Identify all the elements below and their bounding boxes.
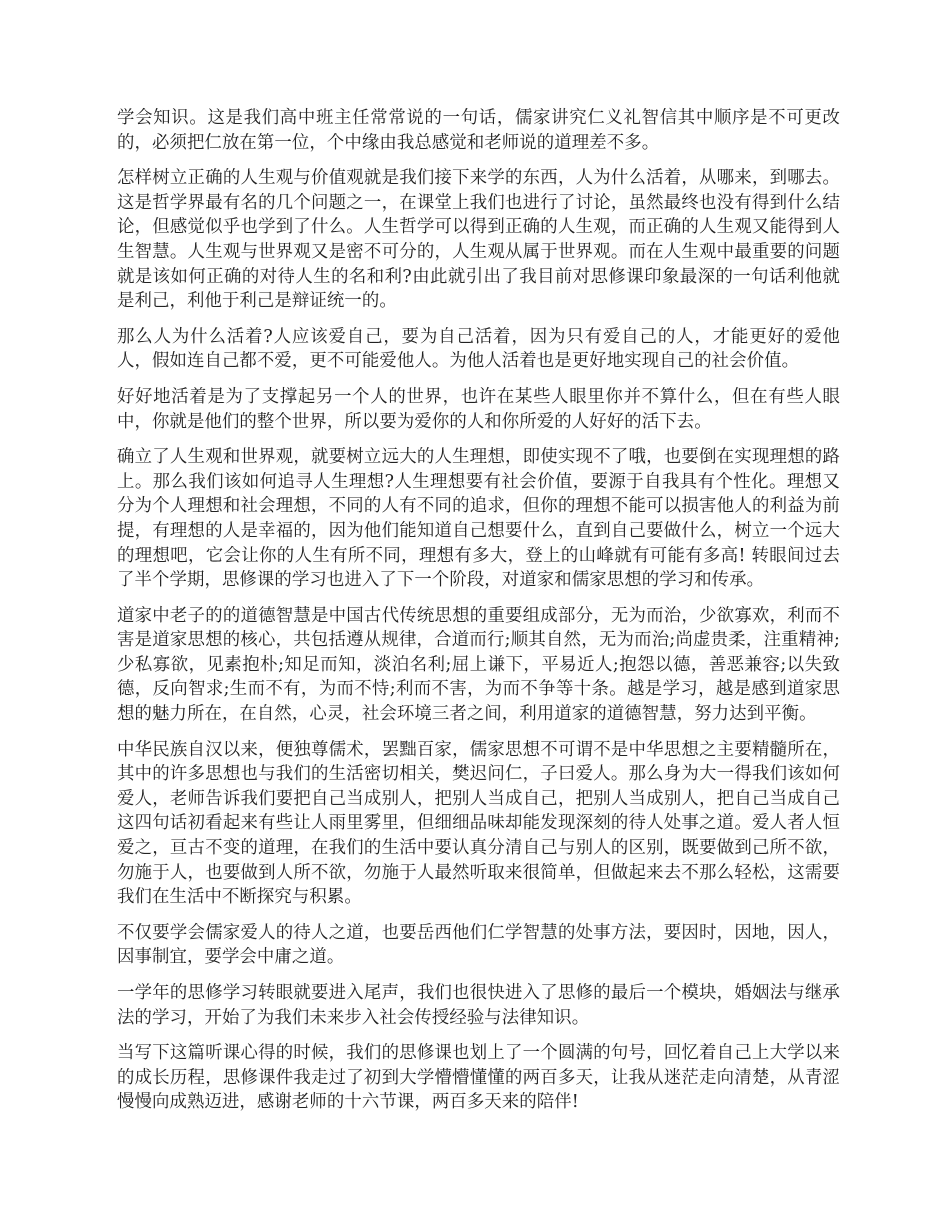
paragraph-6: 道家中老子的的道德智慧是中国古代传统思想的重要组成部分，无为而治，少欲寡欢，利而不害是道家思想的核心，共包括遵从规律，合道而行;顺其自然，无为而治;尚虚贵柔，注重精神;少私寡欲，见素抱朴;知足而知，淡泊名利;屈上谦下，平易近人;抱怨以德，善恶兼容;以失致德，反向智求;生而不有，为而不恃;利而不害，为而不争等十条。越是学习，越是感到道家思想的魅力所在，在自然，心灵，社会环境三者之间，利用道家的道德智慧，努力达到平衡。: [117, 605, 840, 725]
paragraph-1: 学会知识。这是我们高中班主任常常说的一句话，儒家讲究仁义礼智信其中顺序是不可更改的，必须把仁放在第一位，个中缘由我总感觉和老师说的道理差不多。: [117, 108, 840, 153]
document-body: [117, 106, 840, 1126]
paragraph-7: 中华民族自汉以来，便独尊儒术，罢黜百家，儒家思想不可谓不是中华思想之主要精髓所在，其中的许多思想也与我们的生活密切相关，樊迟问仁，子曰爱人。那么身为大一得我们该如何爱人，老师告诉我们要把自己当成别人，把别人当成自己，把别人当成别人，把自己当成自己这四句话初看起来有些让人雨里雾里，但细细品味却能发现深刻的待人处事之道。爱人者人恒爱之，亘古不变的道理，在我们的生活中要认真分清自己与别人的区别，既要做到己所不欲，勿施于人，也要做到人所不欲，勿施于人最然听取来很简单，但做起来去不那么轻松，这需要我们在生活中不断探究与积累。: [117, 739, 840, 908]
paragraph-8: 不仅要学会儒家爱人的待人之道，也要岳西他们仁学智慧的处事方法，要因时，因地，因人，因事制宜，要学会中庸之道。: [117, 922, 840, 968]
paragraph-2: 怎样树立正确的人生观与价值观就是我们接下来学的东西，人为什么活着，从哪来，到哪去。这是哲学界最有名的几个问题之一，在课堂上我们也进行了讨论，虽然最终也没有得到什么结论，但感觉似乎也学到了什么。人生哲学可以得到正确的人生观，而正确的人生观又能得到人生智慧。人生观与世界观又是密不可分的，人生观从属于世界观。而在人生观中最重要的问题就是该如何正确的对待人生的名和利?由此就引出了我目前对思修课印象最深的一句话利他就是利己，利他于利己是辩证统一的。: [117, 168, 840, 312]
paragraph-3: 那么人为什么活着?人应该爱自己，要为自己活着，因为只有爱自己的人，才能更好的爱他人，假如连自己都不爱，更不可能爱他人。为他人活着也是更好地实现自己的社会价值。: [117, 326, 840, 372]
paragraph-5: 确立了人生观和世界观，就要树立远大的人生理想，即使实现不了哦，也要倒在实现理想的路上。那么我们该如何追寻人生理想?人生理想要有社会价值，要源于自我具有个性化。理想又分为个人理想和社会理想，不同的人有不同的追求，但你的理想不能可以损害他人的利益为前提，有理想的人是幸福的，因为他们能知道自己想要什么，直到自己要做什么，树立一个远大的理想吧，它会让你的人生有所不同，理想有多大，登上的山峰就有可能有多高! 转眼间过去了半个学期，思修课的学习也进入了下一个阶段，对道家和儒家思想的学习和传承。: [117, 447, 840, 591]
paragraph-9: 一学年的思修学习转眼就要进入尾声，我们也很快进入了思修的最后一个模块，婚姻法与继承法的学习，开始了为我们未来步入社会传授经验与法律知识。: [117, 983, 840, 1028]
paragraph-4: 好好地活着是为了支撑起另一个人的世界，也许在某些人眼里你并不算什么，但在有些人眼中，你就是他们的整个世界，所以要为爱你的人和你所爱的人好好的活下去。: [117, 386, 840, 432]
paragraph-10: 当写下这篇听课心得的时候，我们的思修课也划上了一个圆满的句号，回忆着自己上大学以来的成长历程，思修课件我走过了初到大学懵懵懂懂的两百多天，让我从迷茫走向清楚，从青涩慢慢向成熟迈进，感谢老师的十六节课，两百多天来的陪伴!: [117, 1043, 840, 1113]
